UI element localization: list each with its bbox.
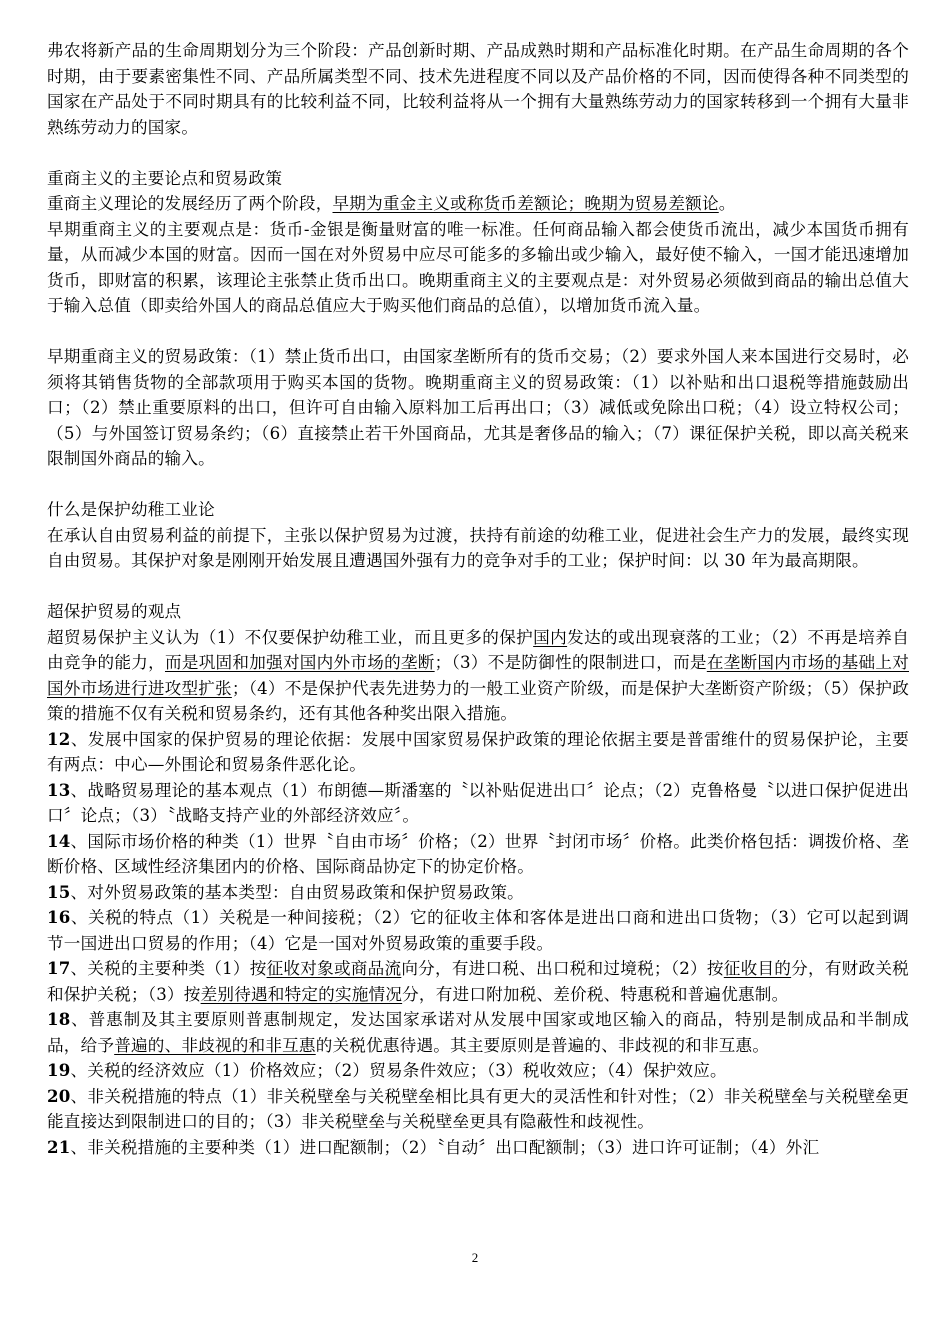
text: ；（4）不是保护代表先进势力的一般工业资产阶级，而是保护大垄断资产阶级；（5）保护政策的措施不仅有关税和贸易条约，还有其他各种奖出限入措施。 [47,678,909,723]
list-item [47,1007,909,1058]
item-text: 、发展中国家的保护贸易的理论依据：发展中国家贸易保护政策的理论依据主要是普雷维什的贸易保护论，主要有两点：中心—外围论和贸易条件恶化论。 [47,729,909,774]
underlined-text: 普遍的、非歧视的和非互惠 [114,1035,316,1055]
text: 发达的或出现衰落的工业；（2）不再是培养自由竞争的能力， [47,627,910,672]
item-number: 19 [47,1060,71,1080]
underlined-text: 征收对象或商品流 [266,959,402,978]
underlined-text: 差别待遇和特定的实施情况 [200,984,403,1004]
blank-line [47,574,909,600]
underlined-text: 征收目的 [723,959,792,978]
text: 超贸易保护主义认为（1）不仅要保护幼稚工业，而且更多的保护 [47,627,534,647]
list-item [47,727,909,778]
text: 。 [718,194,736,213]
heading-super-protection: 超保护贸易的观点 [47,602,182,621]
item-text: 、对外贸易政策的基本类型：自由贸易政策和保护贸易政策。 [70,882,524,902]
paragraph-infant-industry: 在承认自由贸易利益的前提下，主张以保护贸易为过渡，扶持有前途的幼稚工业，促进社会生产力的发展，最终实现自由贸易。其保护对象是刚刚开始发展且遭遇国外强有力的竞争对手的工业；保护时间：以 30 年为最高期限。 [47,525,909,570]
item-number: 20 [47,1085,71,1106]
item-text: 分，有进口附加税、差价税、特惠税和普遍优惠制。 [402,984,789,1004]
item-number: 12 [47,728,71,749]
item-text: 、关税的经济效应（1）价格效应；（2）贸易条件效应；（3）税收效应；（4）保护效应。 [70,1061,727,1080]
list-item [47,1084,909,1135]
underlined-text: 而是巩固和加强对国内外市场的垄断 [164,653,435,672]
heading-infant-industry: 什么是保护幼稚工业论 [47,500,215,519]
item-text: 、关税的主要种类（1）按 [70,959,267,978]
list-item [47,778,909,829]
blank-line [47,472,909,498]
item-text: 向分，有进口税、出口税和过境税；（2）按 [401,959,724,978]
item-text: 、国际市场价格的种类（1）世界〝自由市场〞价格；（2）世界〝封闭市场〞价格。此类价格包括：调拨价格、垄断价格、区域性经济集团内的价格、国际商品协定下的协定价格。 [47,831,909,876]
paragraph-mercantilism-stages [47,191,909,217]
document-body [47,38,909,1160]
item-text: 、非关税措施的特点（1）非关税壁垒与关税壁垒相比具有更大的灵活性和针对性；（2）非关税壁垒与关税壁垒更能直接达到限制进口的目的；（3）非关税壁垒与关税壁垒更具有隐蔽性和歧视性。 [47,1086,909,1131]
item-text: 、普惠制及其主要原则普惠制规定，发达国家承诺对从发展中国家或地区输入的商品，特别是制成品和半制成品，给予 [47,1010,909,1055]
paragraph-mercantilism-views: 早期重商主义的主要观点是：货币-金银是衡量财富的唯一标准。任何商品输入都会使货币流出，减少本国货币拥有量，从而减少本国的财富。因而一国在对外贸易中应尽可能多的多输出或少输入，最好使不输入，一国才能迅速增加货币，即财富的积累，该理论主张禁止货币出口。晚期重商主义的主要观点是：对外贸易必须做到商品的输出总值大于输入总值（即卖给外国人的商品总值应大于购买他们商品的总值），以增加货币流入量。 [47,219,909,315]
list-item [47,829,909,880]
item-number: 18 [47,1009,71,1029]
blank-line [47,319,909,345]
item-text: 、战略贸易理论的基本观点（1）布朗德—斯潘塞的〝以补贴促进出口〞论点；（2）克鲁格曼〝以进口保护促进出口〞论点；（3）〝战略支持产业的外部经济效应〞。 [47,780,909,825]
item-number: 21 [47,1136,71,1157]
text: ；（3）不是防御性的限制进口，而是 [434,653,707,672]
item-text: 分，有财政关税和保护关税；（3）按 [47,959,909,1004]
item-number: 15 [47,881,71,902]
list-item [47,1135,909,1161]
item-number: 16 [47,907,71,927]
underlined-text: 国内 [533,627,568,647]
list-item [47,905,909,956]
paragraph-product-life-cycle: 弗农将新产品的生命周期划分为三个阶段：产品创新时期、产品成熟时期和产品标准化时期。在产品生命周期的各个时期，由于要素密集性不同、产品所属类型不同、技术先进程度不同以及产品价格的不同，因而使得各种不同类型的国家在产品处于不同时期具有的比较利益不同，比较利益将从一个拥有大量熟练劳动力的国家转移到一个拥有大量非熟练劳动力的国家。 [47,41,909,137]
list-item [47,1058,909,1084]
item-number: 13 [47,779,71,800]
item-number: 17 [47,958,71,978]
list-item [47,956,909,1007]
heading-mercantilism: 重商主义的主要论点和贸易政策 [47,168,283,188]
paragraph-super-protection [47,625,909,727]
paragraph-mercantilism-policy: 早期重商主义的贸易政策：（1）禁止货币出口，由国家垄断所有的货币交易；（2）要求外国人来本国进行交易时，必须将其销售货物的全部款项用于购买本国的货物。晚期重商主义的贸易政策：（1）以补贴和出口退税等措施鼓励出口；（2）禁止重要原料的出口，但许可自由输入原料加工后再出口；（3）减低或免除出口税；（4）设立特权公司；（5）与外国签订贸易条约；（6）直接禁止若干外国商品，尤其是奢侈品的输入；（7）课征保护关税，即以高关税来限制国外商品的输入。 [47,347,909,468]
item-text: 、关税的特点（1）关税是一种间接税；（2）它的征收主体和客体是进出口商和进出口货物；（3）它可以起到调节一国进出口贸易的作用；（4）它是一国对外贸易政策的重要手段。 [47,908,909,953]
item-text: 、非关税措施的主要种类（1）进口配额制；（2）〝自动〞出口配额制；（3）进口许可证制；（4）外汇 [70,1137,820,1157]
underlined-text: 早期为重金主义或称货币差额论；晚期为贸易差额论 [332,194,719,213]
item-text: 的关税优惠待遇。其主要原则是普遍的、非歧视的和非互惠。 [315,1035,770,1055]
blank-line [47,140,909,166]
item-number: 14 [47,830,71,851]
page-number: 2 [471,1250,479,1265]
text: 重商主义理论的发展经历了两个阶段， [47,194,333,213]
list-item [47,880,909,906]
underlined-text: 在垄断国内市场的基础上对国外市场进行进攻型扩张 [47,653,909,698]
